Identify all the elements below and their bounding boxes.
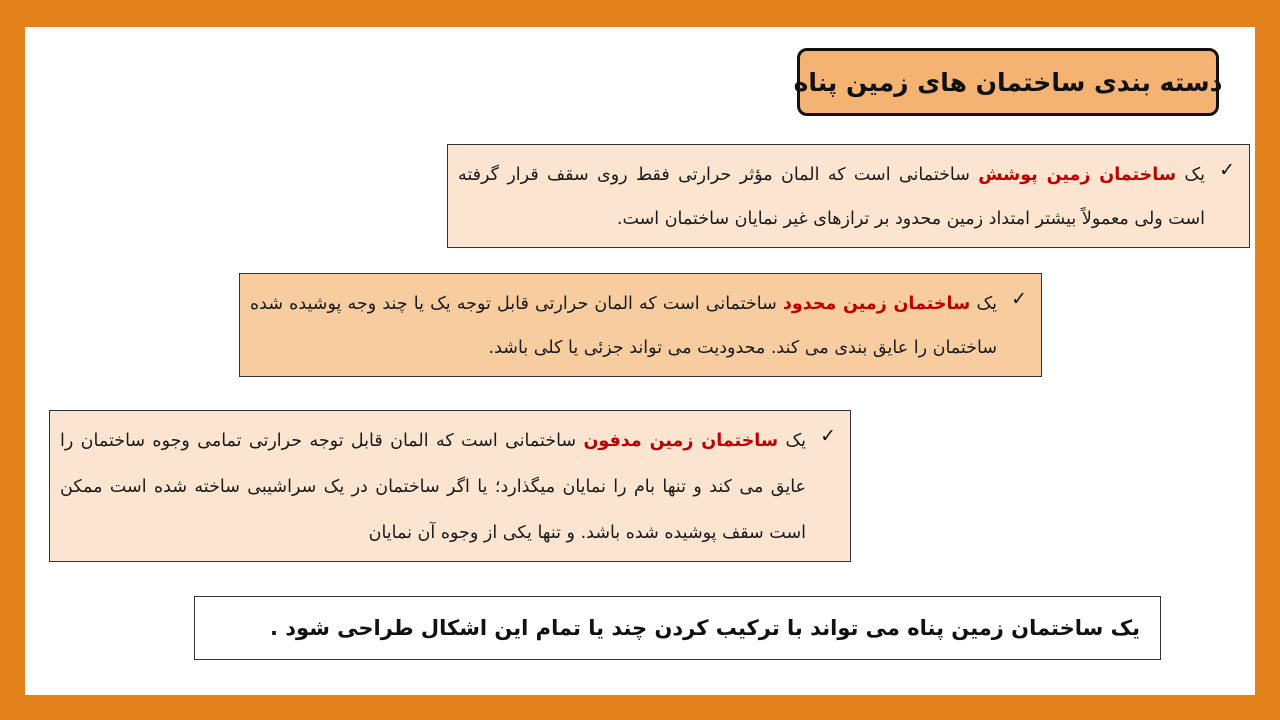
checkmark-icon: ✓ — [1219, 159, 1235, 181]
summary-text: یک ساختمان زمین پناه می تواند با ترکیب کردن چند یا تمام این اشکال طراحی شود . — [269, 616, 1140, 640]
slide-title: دسته بندی ساختمان های زمین پناه — [793, 67, 1223, 97]
definition-lead: یک — [1184, 165, 1205, 185]
slide-title-box — [793, 48, 1223, 116]
definition-lead: یک — [976, 294, 997, 314]
definition-body: ساختمانی است که المان قابل توجه حرارتی تمامی وجوه ساختمان را عایق می کند و تنها بام را نمایان میگذارد؛ یا اگر ساختمان در یک سراشیبی ساخته شده است ممکن است سقف پوشیده شده باشد. و تنها یکی از وجوه آن نمایان — [60, 431, 806, 543]
definition-text — [458, 153, 1205, 241]
checkmark-icon: ✓ — [820, 425, 836, 447]
checkmark-icon: ✓ — [1011, 288, 1027, 310]
definition-term: ساختمان زمین پوشش — [978, 165, 1177, 185]
definition-body: ساختمانی است که المان مؤثر حرارتی فقط روی سقف قرار گرفته است ولی معمولاً بیشتر امتداد زمین محدود بر ترازهای غیر نمایان ساختمان است. — [458, 165, 1205, 229]
definition-term: ساختمان زمین محدود — [782, 294, 971, 314]
summary-box — [194, 596, 1161, 660]
definition-text — [60, 418, 806, 556]
definition-body: ساختمانی است که المان حرارتی قابل توجه یک یا چند وجه پوشیده شده ساختمان را عایق بندی می کند. محدودیت می تواند جزئی یا کلی باشد. — [250, 294, 997, 358]
definition-term: ساختمان زمین مدفون — [583, 431, 779, 451]
definition-box-earth-buried — [49, 410, 851, 562]
definition-text — [250, 282, 997, 370]
definition-box-earth-covered — [447, 144, 1250, 248]
definition-box-earth-bermed — [239, 273, 1042, 377]
definition-lead: یک — [785, 431, 806, 451]
